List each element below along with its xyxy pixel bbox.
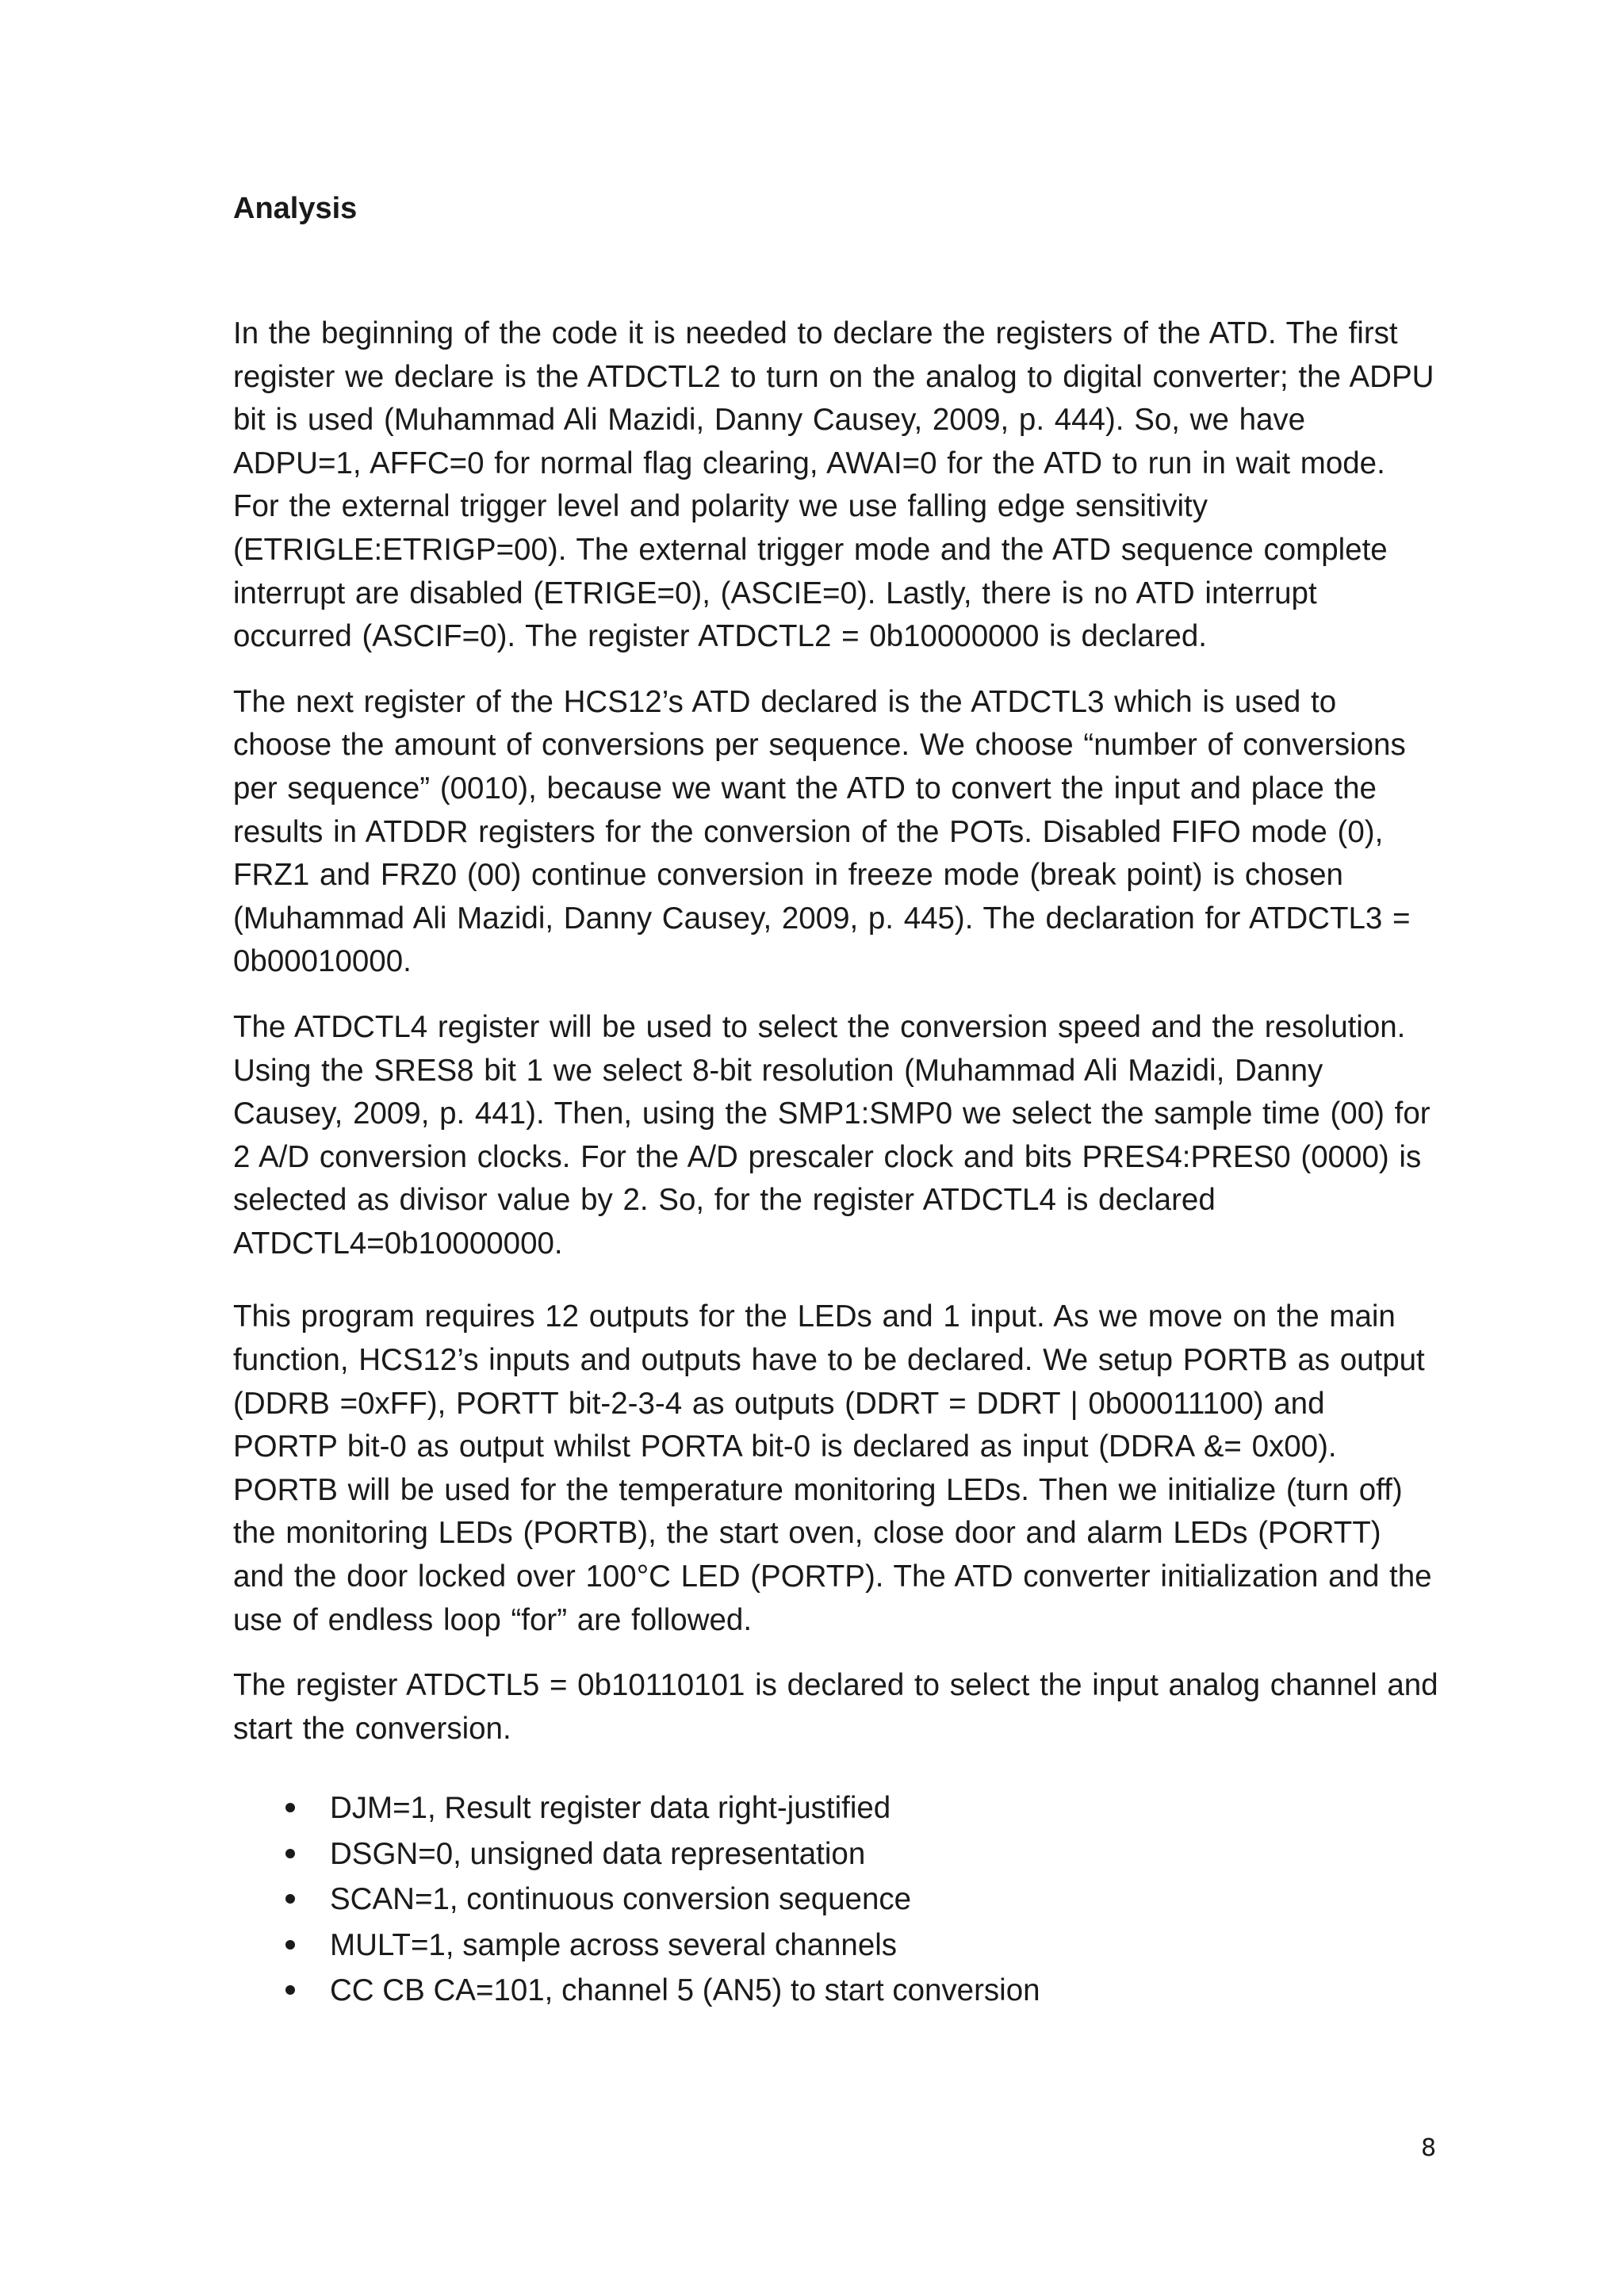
paragraph-atdctl5: The register ATDCTL5 = 0b10110101 is declared to select the input analog channel and start the conversion. [233,1668,1438,1746]
list-item-text: DJM=1, Result register data right-justified [330,1791,891,1826]
list-item [330,1968,1438,2014]
list-item-text: DSGN=0, unsigned data representation [330,1836,866,1871]
section-heading: Analysis [233,192,358,225]
bullet-icon [285,1894,295,1904]
paragraph-atdctl4: The ATDCTL4 register will be used to select the conversion speed and the resolution. Using the SRES8 bit 1 we select 8-bit resolution (Muhammad Ali Mazidi, Danny Causey, 2009, p. 441). Then, using the SMP1:SMP0 we select the sample time (00) for 2 A/D conversion clocks. For the A/D prescaler clock and bits PRES4:PRES0 (0000) is selected as divisor value by 2. So, for the register ATDCTL4 is declared ATDCTL4=0b10000000. [233,1009,1431,1261]
list-item [330,1923,1438,1969]
bullet-icon [285,1940,295,1950]
paragraph-atdctl2: In the beginning of the code it is needed to declare the registers of the ATD. The first register we declare is the ATDCTL2 to turn on the analog to digital converter; the ADPU bit is used (Muhammad Ali Mazidi, Danny Causey, 2009, p. 444). So, we have ADPU=1, AFFC=0 for normal flag clearing, AWAI=0 for the ATD to run in wait mode. For the external trigger level and polarity we use falling edge sensitivity (ETRIGLE:ETRIGP=00). The external trigger mode and the ATD sequence complete interrupt are disabled (ETRIGE=0), (ASCIE=0). Lastly, there is no ATD interrupt occurred (ASCIF=0). The register ATDCTL2 = 0b10000000 is declared. [233,316,1434,654]
bullet-icon [285,1985,295,1995]
paragraph-io-setup: This program requires 12 outputs for the LEDs and 1 input. As we move on the main function, HCS12’s inputs and outputs have to be declared. We setup PORTB as output (DDRB =0xFF), PORTT bit-2-3-4 as outputs (DDRT = DDRT | 0b00011100) and PORTP bit-0 as output whilst PORTA bit-0 is declared as input (DDRA &= 0x00). PORTB will be used for the temperature monitoring LEDs. Then we initialize (turn off) the monitoring LEDs (PORTB), the start oven, close door and alarm LEDs (PORTT) and the door locked over 100°C LED (PORTP). The ATD converter initialization and the use of endless loop “for” are followed. [233,1299,1432,1637]
list-item [330,1831,1438,1877]
bullet-icon [285,1849,295,1858]
list-item [330,1877,1438,1923]
paragraph-atdctl3: The next register of the HCS12’s ATD declared is the ATDCTL3 which is used to choose the amount of conversions per sequence. We choose “number of conversions per sequence” (0010), because we want the ATD to convert the input and place the results in ATDDR registers for the conversion of the POTs. Disabled FIFO mode (0), FRZ1 and FRZ0 (00) continue conversion in freeze mode (break point) is chosen (Muhammad Ali Mazidi, Danny Causey, 2009, p. 445). The declaration for ATDCTL3 = 0b00010000. [233,684,1411,979]
list-item-text: CC CB CA=101, channel 5 (AN5) to start conversion [330,1973,1040,2008]
page-content [233,187,1438,2014]
list-item [330,1785,1438,1831]
bullet-icon [285,1803,295,1812]
list-item-text: MULT=1, sample across several channels [330,1927,898,1962]
page-number: 8 [1421,2134,1437,2162]
list-item-text: SCAN=1, continuous conversion sequence [330,1882,912,1917]
atdctl5-bit-list [233,1785,1438,2014]
